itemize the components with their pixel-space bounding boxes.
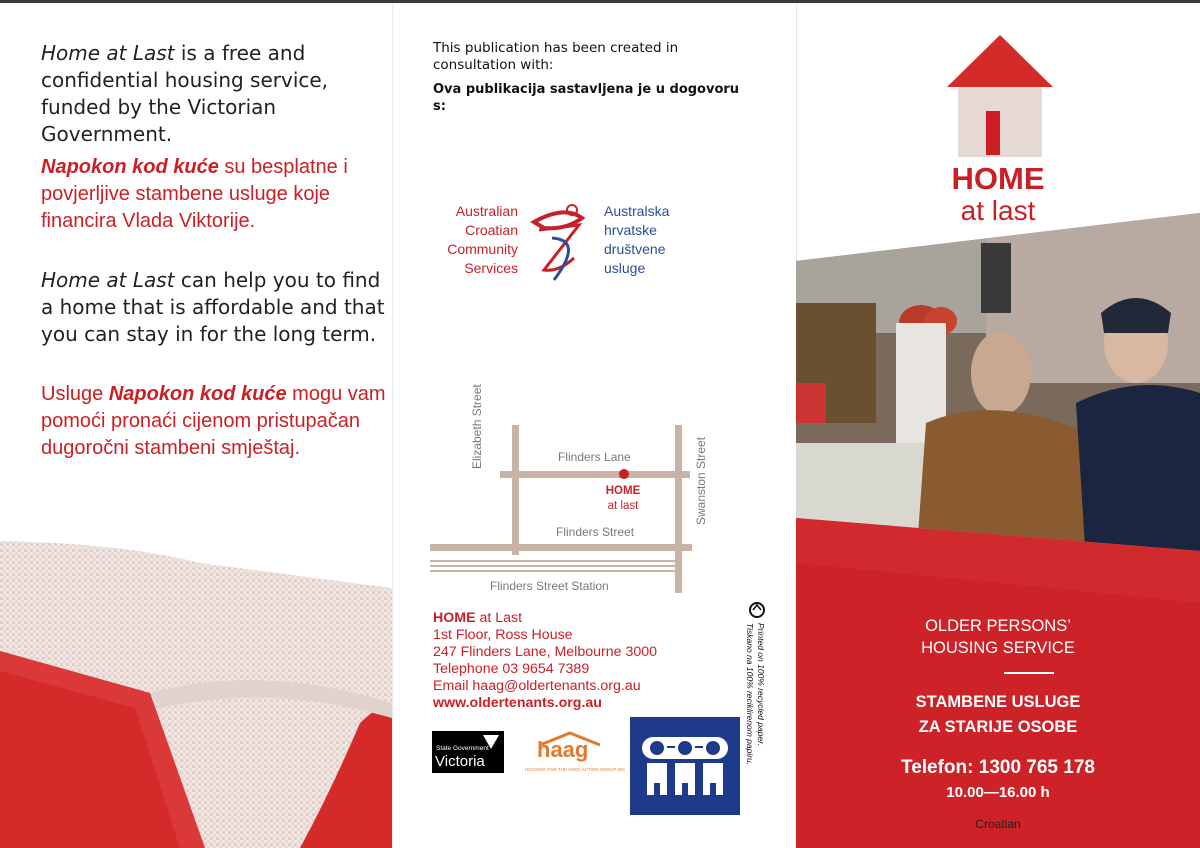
intro-en-2: Home at Last can help you to find a home that is affordable and that you can stay in for the long term. xyxy=(41,268,385,346)
acs-name-en: Australian Croatian Community Services xyxy=(447,203,518,276)
opening-hours: 10.00—16.00 h xyxy=(946,784,1050,801)
phone-number: Telefon: 1300 765 178 xyxy=(901,757,1095,778)
service-title-hr: STAMBENE USLUGE ZA STARIJE OSOBE xyxy=(915,693,1081,736)
decorative-fabric-art xyxy=(0,3,392,848)
acs-logo-icon xyxy=(524,200,594,284)
haag-logo: haag HOUSING FOR THE AGED ACTION GROUP INC xyxy=(517,731,637,775)
service-title-en: OLDER PERSONS’ HOUSING SERVICE xyxy=(921,617,1075,657)
map-home-label: HOME at last xyxy=(605,485,641,512)
brand-name-hr: Napokon kod kuće xyxy=(108,383,287,405)
home-location-marker xyxy=(619,469,629,479)
victoria-government-logo: State Government Victoria xyxy=(432,731,504,773)
email-link[interactable]: Email haag@oldertenants.org.au xyxy=(433,678,641,694)
title-separator xyxy=(1004,672,1054,674)
recycled-paper-note: Printed on 100% recycled paper. Tiskano na 100% reciklirenom papiru. xyxy=(742,599,772,759)
brand-name-hr: Napokon kod kuće xyxy=(41,156,219,178)
acs-name-hr: Australska hrvatske društvene usluge xyxy=(604,203,670,276)
website-link[interactable]: www.oldertenants.org.au xyxy=(433,695,602,711)
panel-contact xyxy=(392,3,796,848)
consult-text-hr: Ova publikacija sastavljena je u dogovoru s: xyxy=(433,82,740,114)
recycle-icon xyxy=(748,601,766,619)
panel-intro xyxy=(0,3,392,848)
map-label-swanston: Swanston Street xyxy=(694,436,708,525)
phone-number: Telephone 03 9654 7389 xyxy=(433,661,590,677)
map-label-flinders-street: Flinders Street xyxy=(556,525,635,539)
people-icon xyxy=(630,717,740,815)
brand-name: Home at Last xyxy=(41,268,175,292)
org-name: HOME at Last xyxy=(433,610,523,626)
map-label-flinders-lane: Flinders Lane xyxy=(558,450,631,464)
map-label-station: Flinders Street Station xyxy=(490,579,609,593)
contact-address: HOME at Last 1st Floor, Ross House 247 Flinders Lane, Melbourne 3000 Telephone 03 9654 7389 Email haag@oldertenants.org.au www.oldertenants.org.au xyxy=(433,610,658,711)
intro-hr-1: Napokon kod kuće su besplatne i povjerljive stambene usluge koje financira Vlada Viktorije. xyxy=(41,156,348,232)
brand-name: Home at Last xyxy=(41,41,175,65)
panel-cover xyxy=(796,3,1200,848)
intro-hr-2: Usluge Napokon kod kuće mogu vam pomoći pronaći cijenom pristupačan dugoročni stambeni smještaj. xyxy=(41,383,386,459)
map-label-elizabeth: Elizabeth Street xyxy=(470,384,484,469)
intro-en-1: Home at Last is a free and confidential housing service, funded by the Victorian Government. xyxy=(41,41,329,146)
home-at-last-logo: HOME at last xyxy=(951,161,1045,226)
triangle-icon xyxy=(482,734,500,750)
language-label: Croatian xyxy=(975,817,1021,831)
multicultural-logo xyxy=(630,717,740,815)
consult-text-en: This publication has been created in consultation with: xyxy=(433,40,679,73)
